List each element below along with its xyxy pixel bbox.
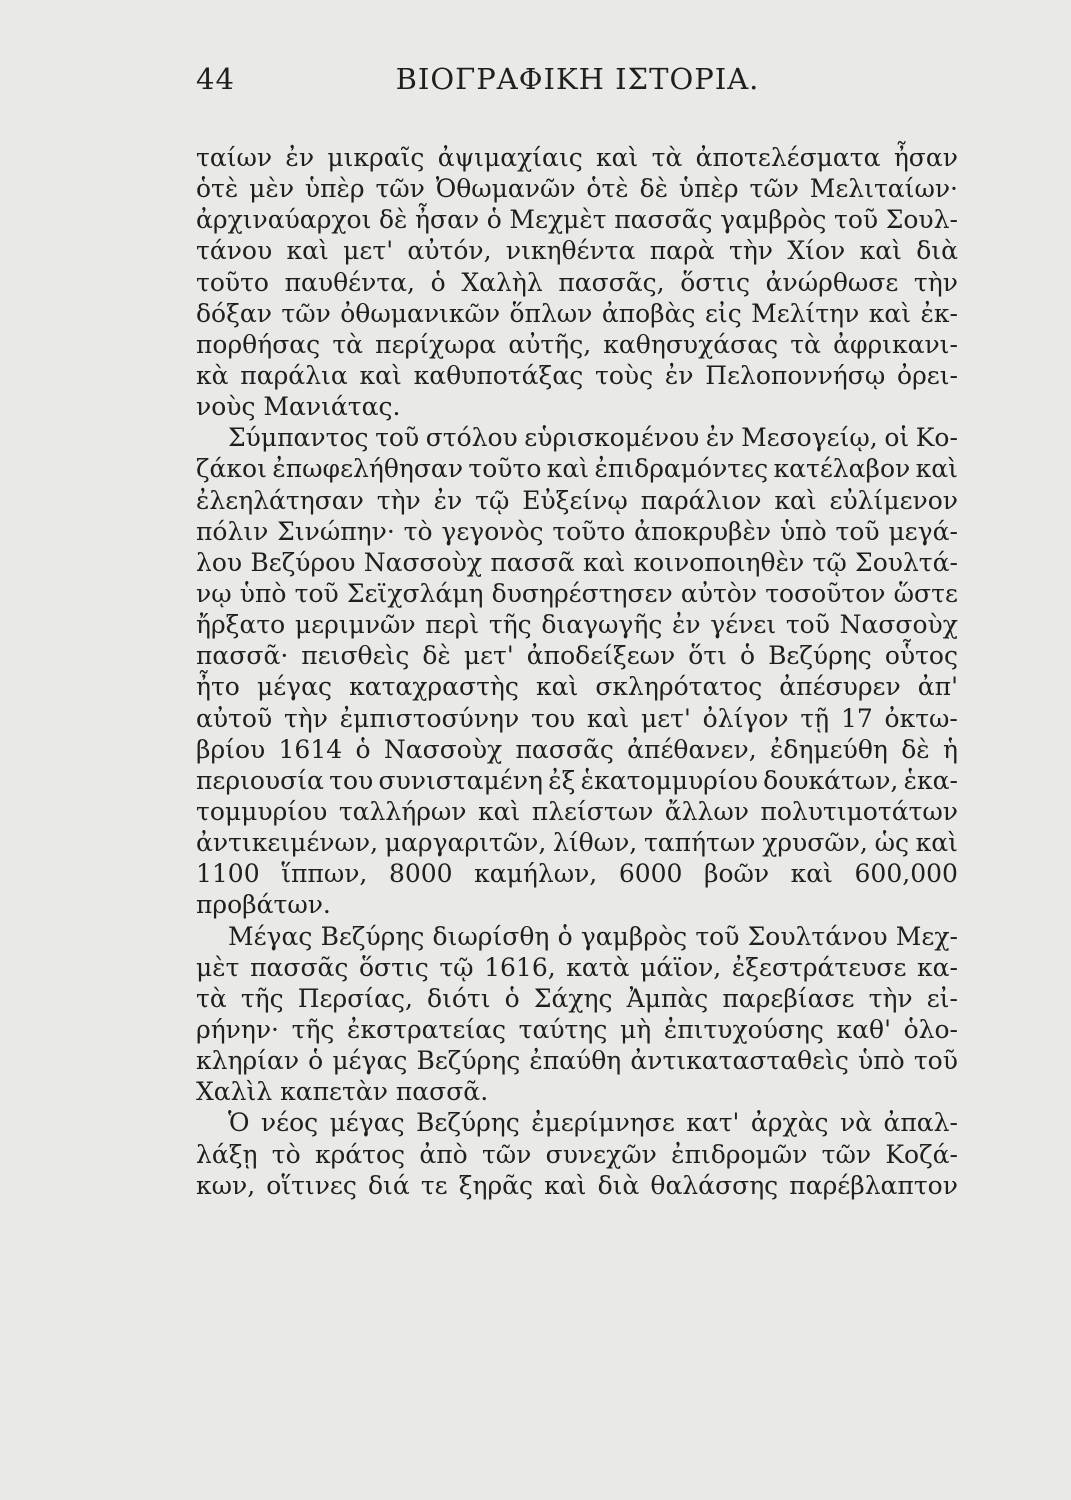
text-line: 1100 ἵππων, 8000 καμήλων, 6000 βοῶν καὶ 600,000 <box>196 859 958 889</box>
running-title: ΒΙΟΓΡΑΦΙΚΗ ΙΣΤΟΡΙΑ. <box>395 62 760 96</box>
page-number: 44 <box>196 62 235 96</box>
text-line: κων, οἵτινες διά τε ξηρᾶς καὶ διὰ θαλάσσης παρέβλαπτον <box>196 1170 958 1200</box>
text-line: Μέγας Βεζύρης διωρίσθη ὁ γαμβρὸς τοῦ Σουλτάνου Μεχ- <box>228 921 958 951</box>
text-line: ρήνην· τῆς ἐκστρατείας ταύτης μὴ ἐπιτυχούσης καθ' ὁλο- <box>196 1014 958 1044</box>
text-line: ταίων ἐν μικραῖς ἀψιμαχίαις καὶ τὰ ἀποτελέσματα ἦσαν <box>196 143 958 172</box>
text-line: ἀντικειμένων, μαργαριτῶν, λίθων, ταπήτων χρυσῶν, ὡς καὶ <box>196 828 958 858</box>
text-line: κὰ παράλια καὶ καθυποτάξας τοὺς ἐν Πελοποννήσῳ ὀρει- <box>196 360 958 390</box>
text-line: λάξῃ τὸ κράτος ἀπὸ τῶν συνεχῶν ἐπιδρομῶν τῶν Κοζά- <box>196 1139 958 1169</box>
text-line: τάνου καὶ μετ' αὐτόν, νικηθέντα παρὰ τὴν Χίον καὶ διὰ <box>196 236 958 266</box>
text-line: δόξαν τῶν ὀθωμανικῶν ὅπλων ἀποβὰς εἰς Μελίτην καὶ ἐκ- <box>196 298 958 328</box>
text-line: τοῦτο παυθέντα, ὁ Χαλὴλ πασσᾶς, ὅστις ἀνώρθωσε τὴν <box>196 267 958 297</box>
text-line: ἦτο μέγας καταχραστὴς καὶ σκληρότατος ἀπέσυρεν ἀπ' <box>196 672 958 702</box>
text-line: μὲτ πασσᾶς ὅστις τῷ 1616, κατὰ μάϊον, ἐξεστράτευσε κα- <box>196 952 958 982</box>
text-line: νοὺς Μανιάτας. <box>196 392 401 422</box>
text-line: Χαλὶλ καπετὰν πασσᾶ. <box>196 1077 489 1107</box>
text-line: βρίου 1614 ὁ Νασσοὺχ πασσᾶς ἀπέθανεν, ἐδημεύθη δὲ ἡ <box>196 734 958 764</box>
text-line: τομμυρίου ταλλήρων καὶ πλείστων ἄλλων πολυτιμοτάτων <box>196 796 958 826</box>
text-line: πόλιν Σινώπην· τὸ γεγονὸς τοῦτο ἀποκρυβὲν ὑπὸ τοῦ μεγά- <box>196 516 958 546</box>
running-head <box>196 62 959 106</box>
text-line: τὰ τῆς Περσίας, διότι ὁ Σάχης Ἀμπὰς παρεβίασε τὴν εἰ- <box>196 983 958 1013</box>
text-line: ἤρξατο μεριμνῶν περὶ τῆς διαγωγῆς ἐν γένει τοῦ Νασσοὺχ <box>196 610 958 640</box>
text-line: ζάκοι ἐπωφελήθησαν τοῦτο καὶ ἐπιδραμόντες κατέλαβον καὶ <box>196 454 958 484</box>
text-line: περιουσία του συνισταμένη ἐξ ἑκατομμυρίου δουκάτων, ἑκα- <box>196 765 958 795</box>
text-line: προβάτων. <box>196 890 331 920</box>
text-line: πορθήσας τὰ περίχωρα αὐτῆς, καθησυχάσας τὰ ἀφρικανι- <box>196 329 958 359</box>
text-line: Σύμπαντος τοῦ στόλου εὑρισκομένου ἐν Μεσογείῳ, οἱ Κο- <box>228 423 958 453</box>
text-line: νῳ ὑπὸ τοῦ Σεϊχσλάμη δυσηρέστησεν αὐτὸν τοσοῦτον ὥστε <box>196 578 958 608</box>
text-line: πασσᾶ· πεισθεὶς δὲ μετ' ἀποδείξεων ὅτι ὁ Βεζύρης οὗτος <box>196 641 958 671</box>
text-line: Ὁ νέος μέγας Βεζύρης ἐμερίμνησε κατ' ἀρχὰς νὰ ἀπαλ- <box>228 1108 958 1138</box>
text-line: αὐτοῦ τὴν ἐμπιστοσύνην του καὶ μετ' ὀλίγον τῇ 17 ὀκτω- <box>196 703 958 733</box>
text-line: λου Βεζύρου Νασσοὺχ πασσᾶ καὶ κοινοποιηθὲν τῷ Σουλτά- <box>196 547 958 577</box>
text-line: ἐλεηλάτησαν τὴν ἐν τῷ Εὐξείνῳ παράλιον καὶ εὐλίμενον <box>196 485 958 515</box>
text-line: κληρίαν ὁ μέγας Βεζύρης ἐπαύθη ἀντικατασταθεὶς ὑπὸ τοῦ <box>196 1046 958 1076</box>
text-line: ὁτὲ μὲν ὑπὲρ τῶν Ὀθωμανῶν ὁτὲ δὲ ὑπὲρ τῶν Μελιταίων· <box>196 174 958 204</box>
text-line: ἀρχιναύαρχοι δὲ ἦσαν ὁ Μεχμὲτ πασσᾶς γαμβρὸς τοῦ Σουλ- <box>196 205 958 235</box>
body-text <box>196 142 958 1201</box>
